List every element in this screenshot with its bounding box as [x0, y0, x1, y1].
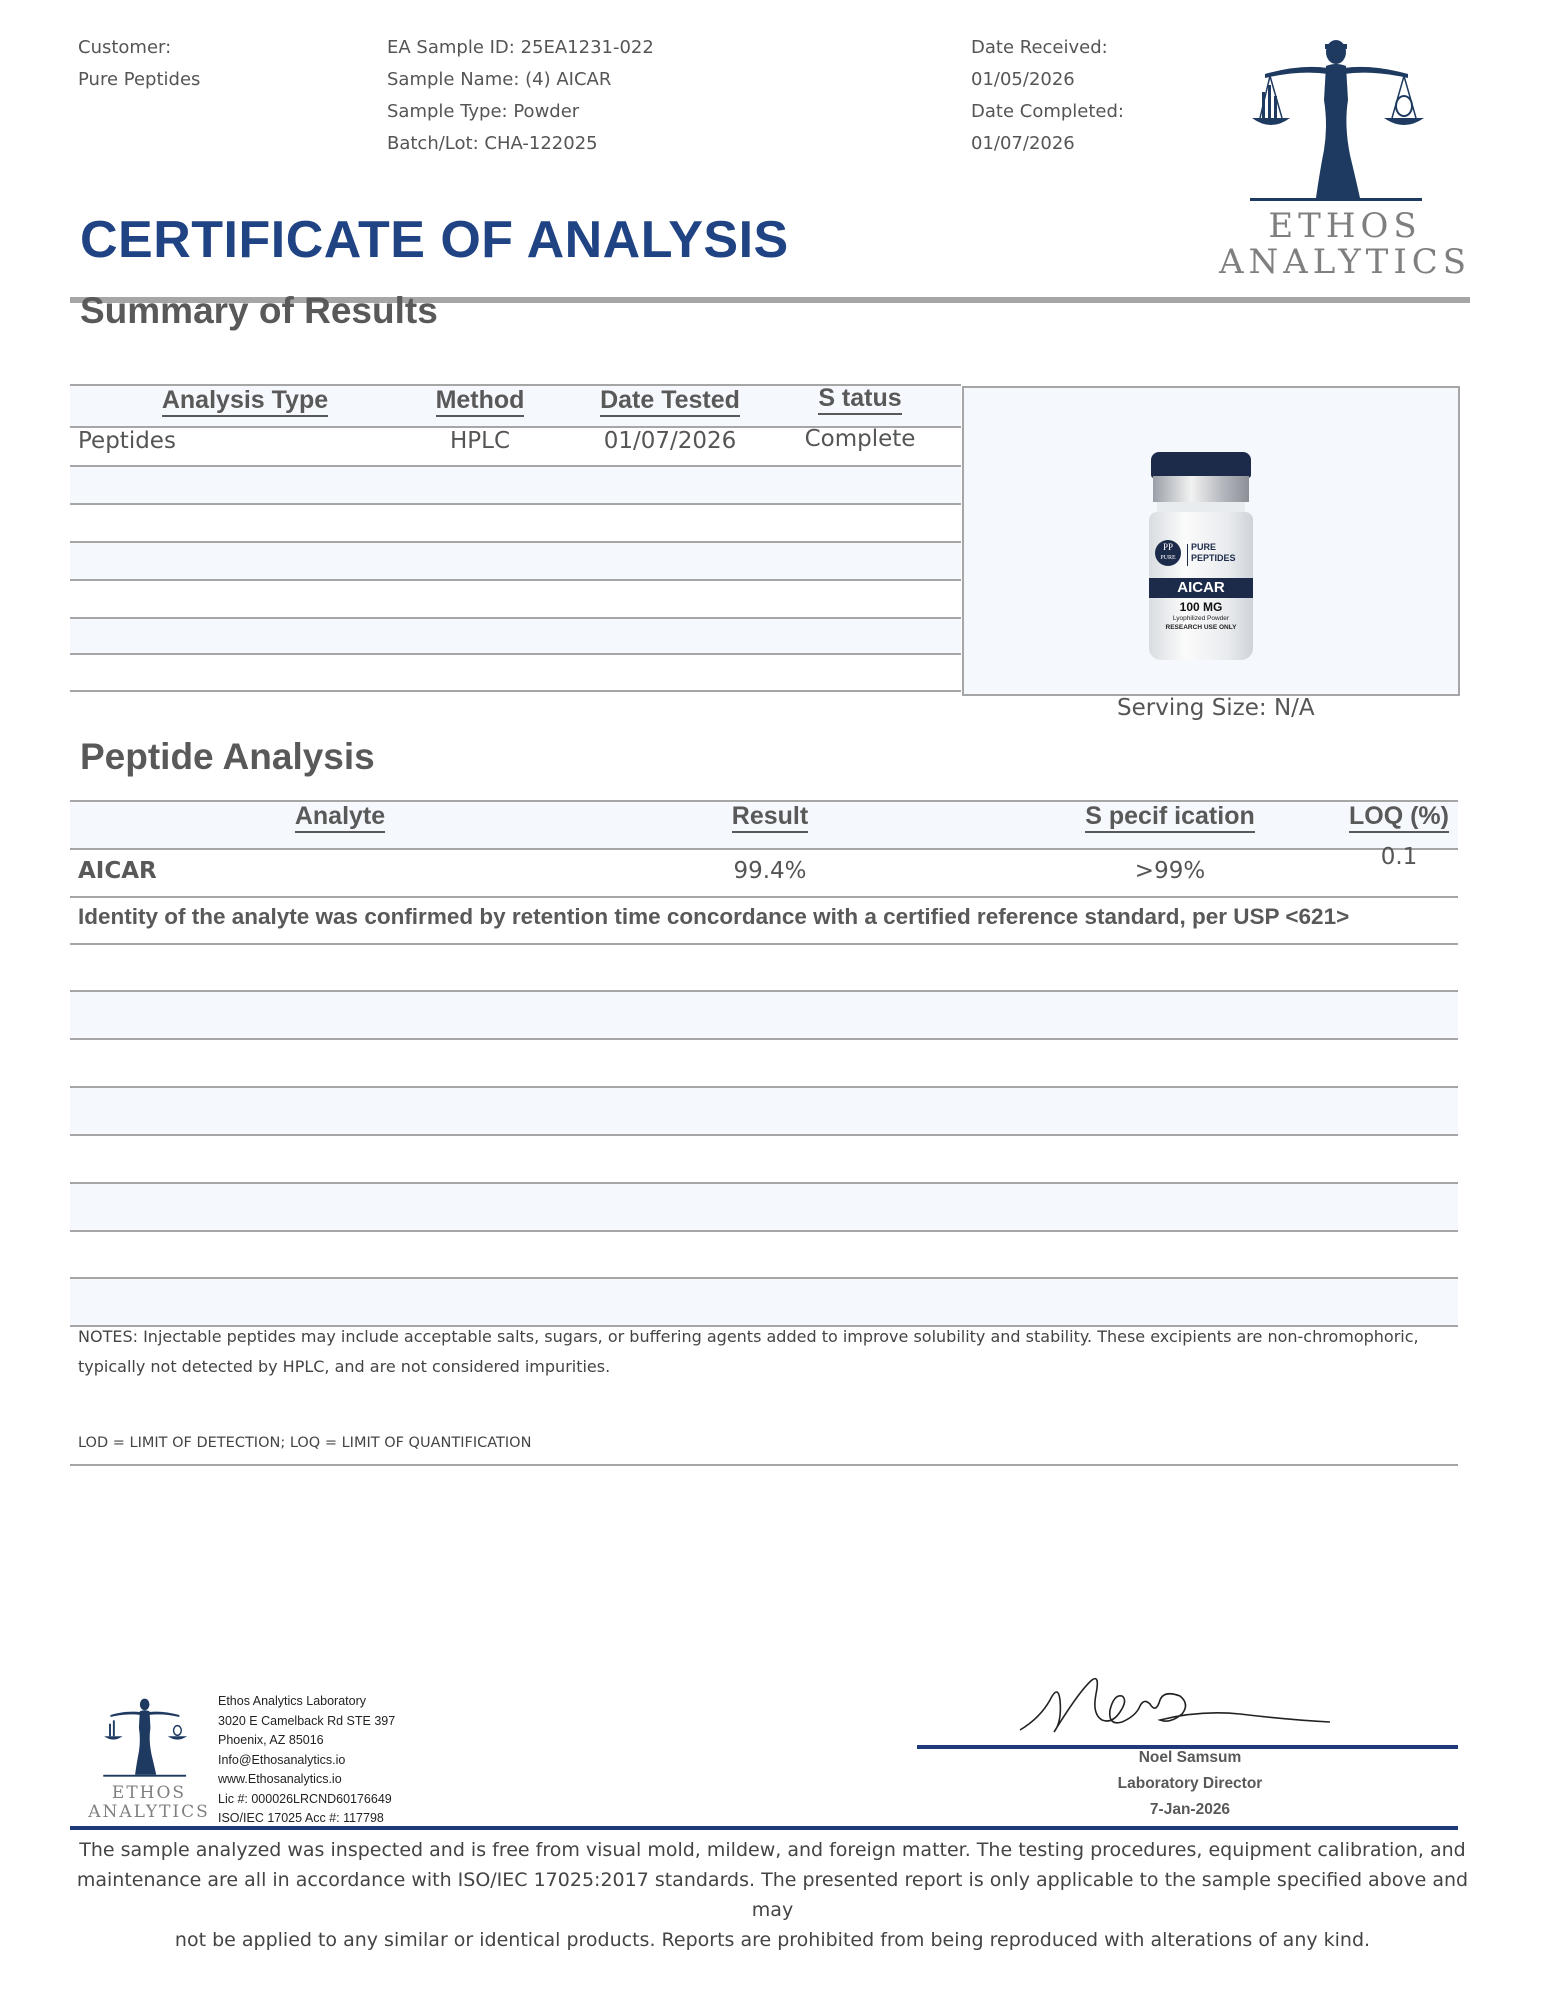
col-method: Method	[410, 386, 550, 415]
sample-info-block	[387, 32, 654, 160]
footer-logo-text: ETHOS ANALYTICS	[88, 1783, 210, 1822]
vial-product: AICAR	[1149, 578, 1253, 598]
col-analysis-type: Analysis Type	[130, 386, 360, 415]
peptide-table	[70, 800, 1458, 1330]
summary-status: Complete	[804, 426, 916, 452]
col-date-tested: Date Tested	[570, 386, 770, 415]
analyte-name: AICAR	[78, 858, 157, 884]
signature	[1010, 1670, 1340, 1750]
notes	[78, 1322, 1478, 1382]
footer-divider	[70, 1826, 1458, 1830]
summary-table	[70, 384, 961, 692]
lod-loq-legend: LOD = LIMIT OF DETECTION; LOQ = LIMIT OF QUANTIFICATION	[78, 1435, 532, 1451]
sample-name: Sample Name: (4) AICAR	[387, 69, 612, 90]
batch-lot: Batch/Lot: CHA-122025	[387, 133, 598, 154]
scales-of-justice-icon	[84, 1686, 214, 1786]
page-title: CERTIFICATE OF ANALYSIS	[80, 211, 789, 269]
col-result: Result	[670, 802, 870, 831]
summary-type: Peptides	[78, 428, 176, 454]
summary-date: 01/07/2026	[603, 428, 737, 454]
identity-note: Identity of the analyte was confirmed by retention time concordance with a certified reference standard, per USP <621>	[78, 904, 1350, 929]
signatory-name: Noel Samsum	[1138, 1749, 1242, 1766]
col-loq: LOQ (%)	[1340, 802, 1458, 831]
logo-text	[1210, 208, 1480, 280]
signatory-role: Laboratory Director	[1117, 1775, 1263, 1792]
sample-image-panel	[962, 386, 1460, 696]
disclaimer-line3: not be applied to any similar or identical products. Reports are prohibited from being reproduced with alterations of any kind.	[174, 1929, 1371, 1951]
disclaimer-line1: The sample analyzed was inspected and is free from visual mold, mildew, and foreign matter. The testing procedures, equipment calibration, and	[79, 1839, 1466, 1861]
lab-email[interactable]: Info@Ethosanalytics.io	[218, 1752, 346, 1767]
date-completed-label: Date Completed:	[971, 101, 1124, 122]
ethos-logo	[1210, 30, 1480, 290]
date-received-label: Date Received:	[971, 37, 1108, 58]
date-completed: 01/07/2026	[971, 133, 1075, 154]
vial-brand: PURE PEPTIDES	[1191, 542, 1236, 563]
logo-line-ethos: ETHOS	[1268, 206, 1422, 246]
col-analyte: Analyte	[190, 802, 490, 831]
customer-label: Customer:	[78, 37, 172, 58]
dates-block	[971, 32, 1124, 160]
scales-of-justice-icon	[1210, 30, 1480, 205]
disclaimer	[60, 1835, 1485, 1955]
summary-method: HPLC	[449, 428, 511, 454]
vial-dose: 100 MG	[1179, 600, 1223, 614]
analyte-loq: 0.1	[1380, 844, 1418, 870]
notes-line2: typically not detected by HPLC, and are not considered impurities.	[78, 1357, 611, 1376]
customer-block	[78, 32, 200, 96]
signatory-block	[1050, 1745, 1330, 1823]
analyte-spec: >99%	[1134, 858, 1206, 884]
lab-name: Ethos Analytics Laboratory	[218, 1694, 366, 1708]
analyte-result: 99.4%	[733, 858, 807, 884]
vial-desc2: RESEARCH USE ONLY	[1165, 624, 1237, 631]
sample-type: Sample Type: Powder	[387, 101, 580, 122]
lab-iso: ISO/IEC 17025 Acc #: 117798	[218, 1811, 384, 1825]
peptide-heading: Peptide Analysis	[80, 736, 375, 777]
notes-divider	[70, 1464, 1458, 1466]
brand-logo-icon: PP PURE	[1155, 540, 1181, 566]
lab-street: 3020 E Camelback Rd STE 397	[218, 1713, 396, 1728]
col-status: S tatus	[780, 384, 940, 413]
summary-heading: Summary of Results	[80, 290, 438, 331]
serving-size: Serving Size: N/A	[1117, 695, 1315, 721]
notes-line1: NOTES: Injectable peptides may include acceptable salts, sugars, or buffering agents added to improve solubility and stability. These excipients are non-chromophoric,	[78, 1327, 1419, 1346]
lab-address	[218, 1692, 395, 1829]
disclaimer-line2: maintenance are all in accordance with ISO/IEC 17025:2017 standards. The presented report is only applicable to the sample specified above and may	[76, 1869, 1469, 1921]
date-received: 01/05/2026	[971, 69, 1075, 90]
lab-website[interactable]: www.Ethosanalytics.io	[218, 1772, 342, 1786]
signatory-date: 7-Jan-2026	[1149, 1801, 1231, 1818]
lab-license: Lic #: 000026LRCND60176649	[218, 1791, 392, 1806]
col-specification: S pecif ication	[1000, 802, 1340, 831]
vial-desc1: Lyophilized Powder	[1172, 615, 1230, 622]
footer-logo	[84, 1686, 214, 1826]
lab-city: Phoenix, AZ 85016	[218, 1733, 324, 1747]
logo-line-analytics: ANALYTICS	[1218, 242, 1472, 282]
vial-image	[1149, 452, 1253, 664]
sample-id: EA Sample ID: 25EA1231-022	[387, 37, 654, 58]
customer-value: Pure Peptides	[78, 69, 201, 90]
